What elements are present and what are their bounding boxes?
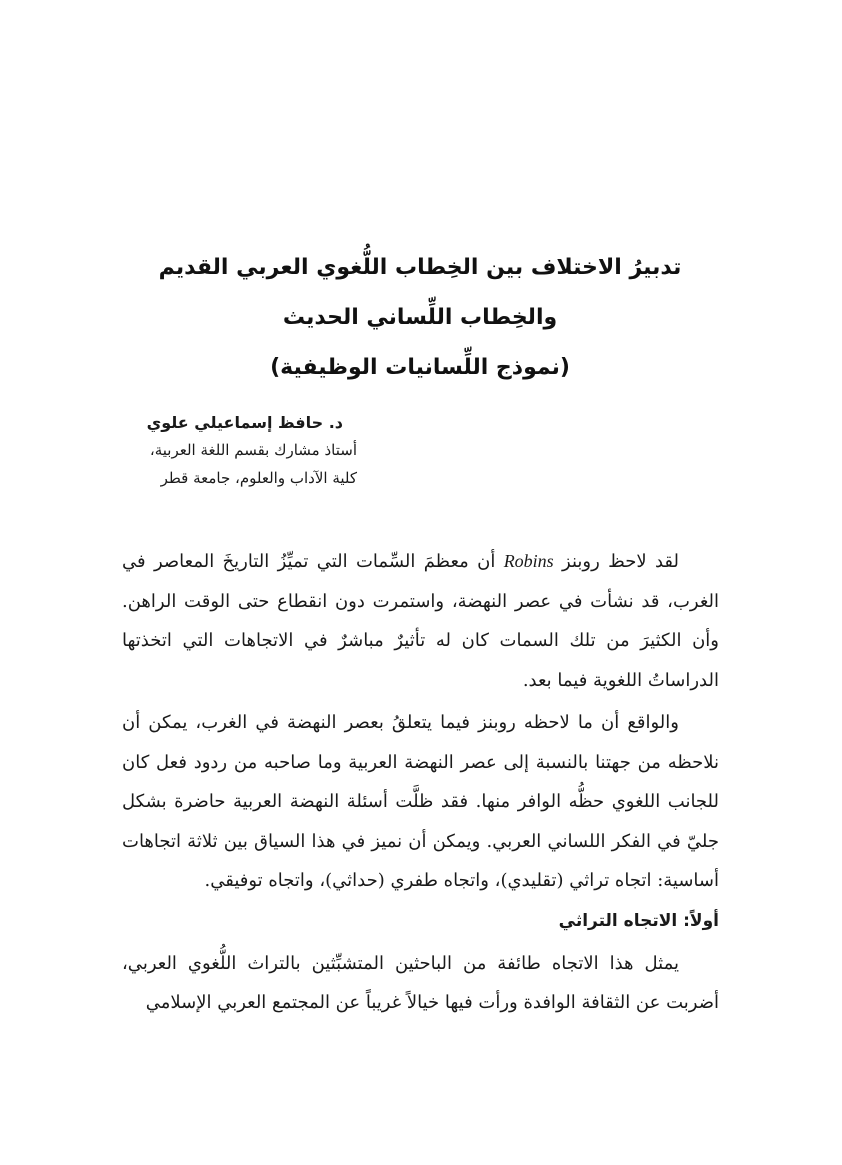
paragraph-3: يمثل هذا الاتجاه طائفة من الباحثين المتشبِّثين بالتراث اللُّغوي العربي، أضربت عن الثقافة الوافدة ورأت فيها خيالاً غريباً عن المجتمع العربي الإسلامي [122, 952, 719, 1013]
paragraph-1 [122, 542, 719, 700]
article-title [140, 243, 700, 393]
author-name: د. حافظ إسماعيلي علوي [146, 413, 343, 432]
paragraph-1-rest: أن معظمَ السِّمات التي تميِّزُ التاريخَ المعاصر في الغرب، قد نشأت في عصر النهضة، واستمرت دون انقطاع حتى الوقت الراهن. وأن الكثيرَ من تلك السمات كان له تأثيرٌ مباشرٌ في الاتجاهات التي اتخذتها الدراساتُ اللغوية فيما بعد. [122, 551, 719, 691]
author-block [97, 410, 357, 492]
latin-term: Robins [503, 551, 554, 571]
article-body [122, 542, 719, 1023]
title-line-1: تدبيرُ الاختلاف بين الخِطاب اللُّغوي العربي القديم [158, 255, 682, 280]
author-affiliation-2: كلية الآداب والعلوم، جامعة قطر [160, 469, 357, 487]
title-line-3: (نموذج اللِّسانيات الوظيفية) [270, 355, 570, 380]
paragraph-2: والواقع أن ما لاحظه روبنز فيما يتعلقُ بعصر النهضة في الغرب، يمكن أن نلاحظه من جهتنا بالنسبة إلى عصر النهضة العربية وما صاحبه من ردود فعل كان للجانب اللغوي حظُّه الوافر منها. فقد ظلَّت أسئلة النهضة العربية حاضرة بشكل جليّ في الفكر اللساني العربي. ويمكن أن نميز في هذا السياق بين ثلاثة اتجاهات أساسية: اتجاه تراثي (تقليدي)، واتجاه طفري (حداثي)، واتجاه توفيقي. [122, 712, 719, 891]
section-heading: أولاً: الاتجاه التراثي [558, 910, 719, 931]
paragraph-1-start: لقد لاحظ روبنز [562, 551, 679, 572]
author-affiliation-1: أستاذ مشارك بقسم اللغة العربية، [149, 441, 357, 459]
title-line-2: والخِطاب اللِّساني الحديث [282, 305, 558, 330]
